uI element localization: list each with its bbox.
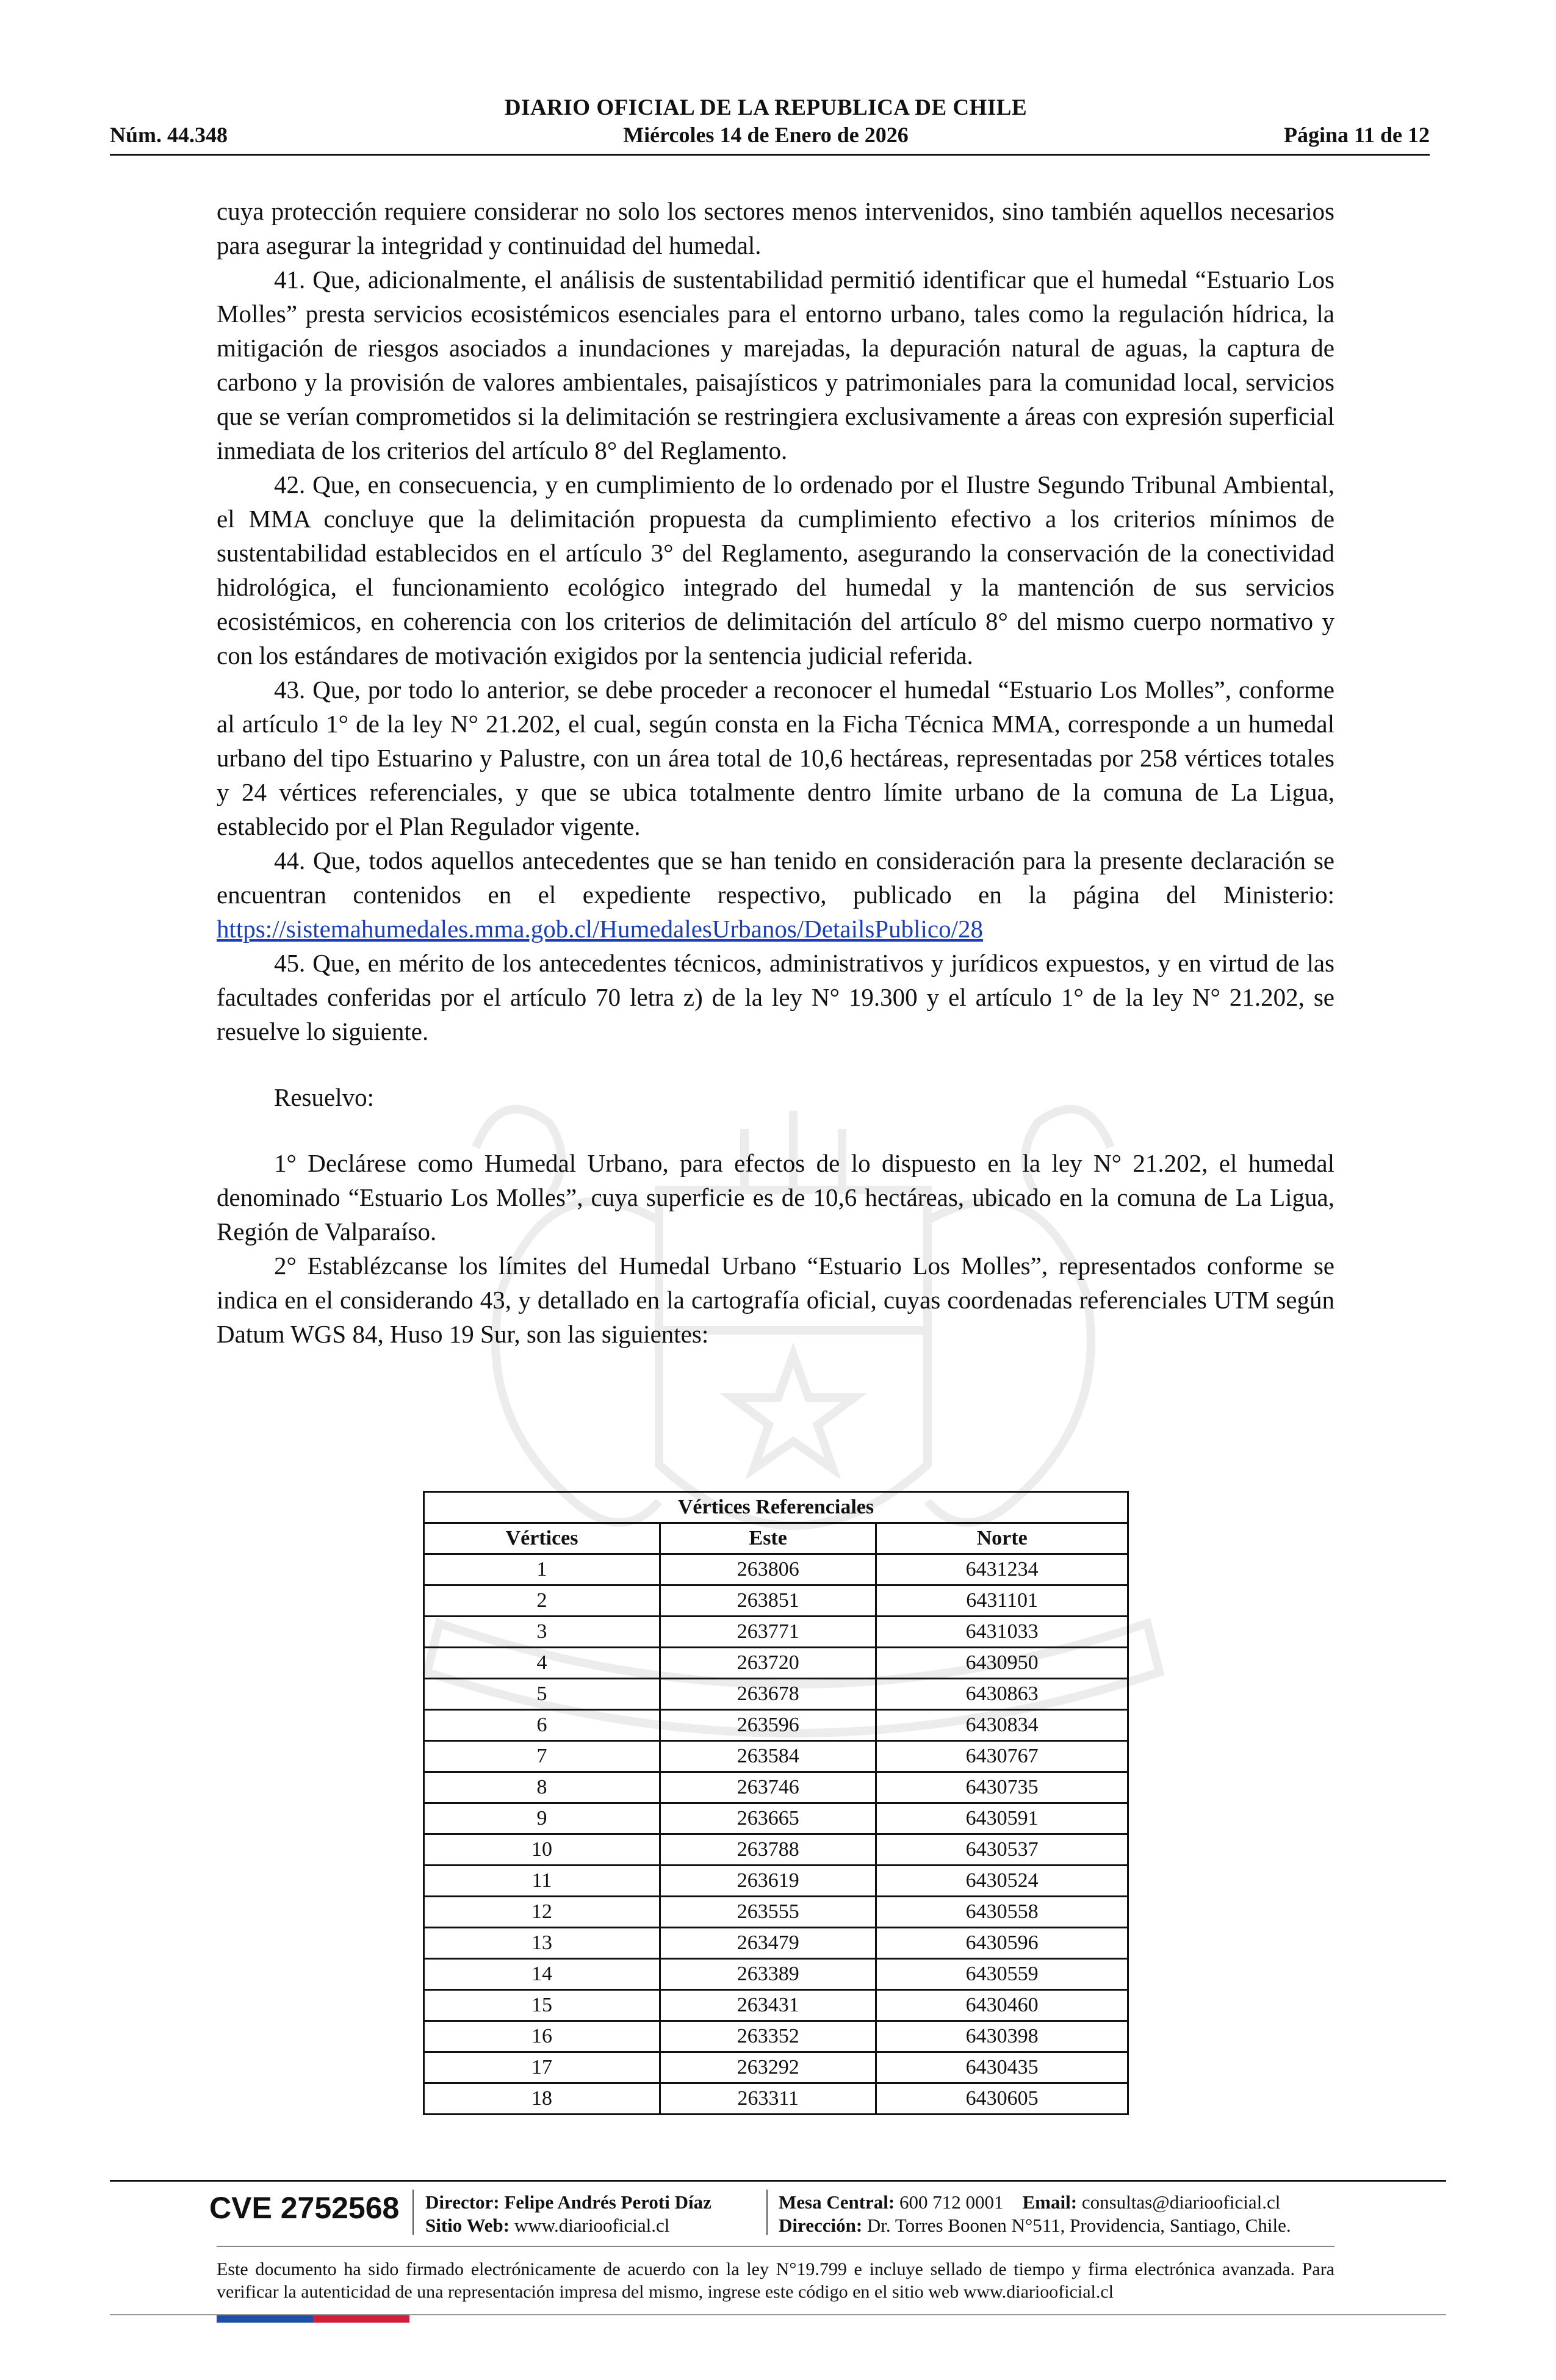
email-label: Email: xyxy=(1022,2191,1078,2213)
vertex-cell: 6 xyxy=(424,1710,660,1741)
table-row xyxy=(424,1803,1128,1834)
table-row xyxy=(424,1834,1128,1866)
flag-stripe xyxy=(217,2315,409,2323)
vertex-cell: 11 xyxy=(424,1866,660,1897)
ministry-link[interactable]: https://sistemahumedales.mma.gob.cl/HumedalesUrbanos/DetailsPublico/28 xyxy=(217,915,983,943)
vertex-cell: 18 xyxy=(424,2083,660,2115)
paragraph-44-text: 44. Que, todos aquellos antecedentes que se han tenido en consideración para la presente declaración se encuentran contenidos en el expediente respectivo, publicado en la página del Ministerio: xyxy=(217,846,1334,909)
column-header-norte: Norte xyxy=(876,1523,1128,1554)
norte-cell: 6430524 xyxy=(876,1866,1128,1897)
este-cell: 263619 xyxy=(660,1866,876,1897)
resuelvo-heading: Resuelvo: xyxy=(274,1083,374,1111)
address-value: Dr. Torres Boonen N°511, Providencia, Santiago, Chile. xyxy=(866,2215,1291,2236)
este-cell: 263431 xyxy=(660,1990,876,2021)
issue-date: Miércoles 14 de Enero de 2026 xyxy=(623,123,909,147)
table-row xyxy=(424,2052,1128,2083)
norte-cell: 6430767 xyxy=(876,1741,1128,1772)
norte-cell: 6430559 xyxy=(876,1959,1128,1990)
norte-cell: 6430863 xyxy=(876,1679,1128,1710)
este-cell: 263311 xyxy=(660,2083,876,2115)
director-label: Director: xyxy=(425,2191,500,2213)
vertex-cell: 12 xyxy=(424,1897,660,1928)
table-row xyxy=(424,1648,1128,1679)
column-header-este: Este xyxy=(660,1523,876,1554)
director-name: Felipe Andrés Peroti Díaz xyxy=(504,2191,711,2213)
norte-cell: 6430596 xyxy=(876,1928,1128,1959)
este-cell: 263665 xyxy=(660,1803,876,1834)
issue-number: Núm. 44.348 xyxy=(110,123,228,147)
este-cell: 263851 xyxy=(660,1585,876,1617)
table-row xyxy=(424,1741,1128,1772)
este-cell: 263292 xyxy=(660,2052,876,2083)
norte-cell: 6430558 xyxy=(876,1897,1128,1928)
vertex-cell: 8 xyxy=(424,1772,660,1803)
table-row xyxy=(424,1959,1128,1990)
paragraph-44 xyxy=(217,843,1334,946)
table-title: Vértices Referenciales xyxy=(424,1492,1128,1523)
norte-cell: 6430591 xyxy=(876,1803,1128,1834)
norte-cell: 6430398 xyxy=(876,2021,1128,2052)
este-cell: 263555 xyxy=(660,1897,876,1928)
table-row xyxy=(424,1866,1128,1897)
page-indicator: Página 11 de 12 xyxy=(1283,123,1430,147)
vertex-cell: 10 xyxy=(424,1834,660,1866)
vertex-cell: 9 xyxy=(424,1803,660,1834)
vertex-cell: 14 xyxy=(424,1959,660,1990)
document-body xyxy=(217,194,1334,1351)
cve-code: CVE 2752568 xyxy=(209,2191,400,2225)
flag-blue-segment xyxy=(217,2315,313,2323)
este-cell: 263596 xyxy=(660,1710,876,1741)
vertex-cell: 5 xyxy=(424,1679,660,1710)
table-row xyxy=(424,1990,1128,2021)
vertices-table xyxy=(423,1491,1129,2115)
vertex-cell: 2 xyxy=(424,1585,660,1617)
este-cell: 263584 xyxy=(660,1741,876,1772)
norte-cell: 6430460 xyxy=(876,1990,1128,2021)
este-cell: 263720 xyxy=(660,1648,876,1679)
newspaper-title: DIARIO OFICIAL DE LA REPUBLICA DE CHILE xyxy=(504,95,1028,120)
vertex-cell: 1 xyxy=(424,1554,660,1585)
flag-red-segment xyxy=(313,2315,409,2323)
table-row xyxy=(424,1772,1128,1803)
footer-director-block xyxy=(425,2191,711,2237)
footer-separator xyxy=(766,2190,768,2235)
table-row xyxy=(424,1897,1128,1928)
website-link[interactable]: www.diariooficial.cl xyxy=(514,2215,670,2236)
este-cell: 263746 xyxy=(660,1772,876,1803)
vertex-cell: 3 xyxy=(424,1617,660,1648)
table-row xyxy=(424,1710,1128,1741)
vertex-cell: 7 xyxy=(424,1741,660,1772)
vertex-cell: 16 xyxy=(424,2021,660,2052)
este-cell: 263352 xyxy=(660,2021,876,2052)
paragraph-41: 41. Que, adicionalmente, el análisis de sustentabilidad permitió identificar que el humedal “Estuario Los Molles” presta servicios ecosistémicos esenciales para el entorno urbano, tales como la regulación hídrica, la mitigación de riesgos asociados a inundaciones y marejadas, la depuración natural de aguas, la captura de carbono y la provisión de valores ambientales, paisajísticos y patrimoniales para la comunidad local, servicios que se verían comprometidos si la delimitación se restringiera exclusivamente a áreas con expresión superficial inmediata de los criterios del artículo 8° del Reglamento. xyxy=(217,265,1334,464)
table-row xyxy=(424,2021,1128,2052)
table-row xyxy=(424,1585,1128,1617)
footer-divider xyxy=(110,2180,1446,2182)
norte-cell: 6431234 xyxy=(876,1554,1128,1585)
este-cell: 263389 xyxy=(660,1959,876,1990)
norte-cell: 6430605 xyxy=(876,2083,1128,2115)
paragraph-continuation: cuya protección requiere considerar no solo los sectores menos intervenidos, sino también aquellos necesarios para asegurar la integridad y continuidad del humedal. xyxy=(217,197,1334,259)
paragraph-42: 42. Que, en consecuencia, y en cumplimiento de lo ordenado por el Ilustre Segundo Tribunal Ambiental, el MMA concluye que la delimitación propuesta da cumplimiento efectivo a los criterios mínimos de sustentabilidad establecidos en el artículo 3° del Reglamento, asegurando la conservación de la conectividad hidrológica, el funcionamiento ecológico integrado del humedal y la mantención de sus servicios ecosistémicos, en coherencia con los criterios de delimitación del artículo 8° del mismo cuerpo normativo y con los estándares de motivación exigidos por la sentencia judicial referida. xyxy=(217,471,1334,669)
paragraph-43: 43. Que, por todo lo anterior, se debe proceder a reconocer el humedal “Estuario Los Molles”, conforme al artículo 1° de la ley N° 21.202, el cual, según consta en la Ficha Técnica MMA, corresponde a un humedal urbano del tipo Estuarino y Palustre, con un área total de 10,6 hectáreas, representadas por 258 vértices totales y 24 vértices referenciales, y que se ubica totalmente dentro límite urbano de la comuna de La Ligua, establecido por el Plan Regulador vigente. xyxy=(217,676,1334,840)
norte-cell: 6431033 xyxy=(876,1617,1128,1648)
este-cell: 263678 xyxy=(660,1679,876,1710)
norte-cell: 6430735 xyxy=(876,1772,1128,1803)
este-cell: 263806 xyxy=(660,1554,876,1585)
website-label: Sitio Web: xyxy=(425,2215,510,2236)
norte-cell: 6430537 xyxy=(876,1834,1128,1866)
table-body xyxy=(424,1554,1128,2115)
este-cell: 263788 xyxy=(660,1834,876,1866)
vertex-cell: 4 xyxy=(424,1648,660,1679)
vertex-cell: 15 xyxy=(424,1990,660,2021)
este-cell: 263479 xyxy=(660,1928,876,1959)
table-row xyxy=(424,1554,1128,1585)
este-cell: 263771 xyxy=(660,1617,876,1648)
table-row xyxy=(424,1617,1128,1648)
footer-inner-divider xyxy=(217,2246,1334,2247)
paragraph-45: 45. Que, en mérito de los antecedentes técnicos, administrativos y jurídicos expuestos, y en virtud de las facultades conferidas por el artículo 70 letra z) de la ley N° 19.300 y el artículo 1° de la ley N° 21.202, se resuelve lo siguiente. xyxy=(217,949,1334,1045)
table-row xyxy=(424,1679,1128,1710)
address-label: Dirección: xyxy=(779,2215,863,2236)
email-link[interactable]: consultas@diariooficial.cl xyxy=(1081,2191,1281,2213)
norte-cell: 6430950 xyxy=(876,1648,1128,1679)
norte-cell: 6430435 xyxy=(876,2052,1128,2083)
resolution-1: 1° Declárese como Humedal Urbano, para efectos de lo dispuesto en la ley N° 21.202, el humedal denominado “Estuario Los Molles”, cuya superficie es de 10,6 hectáreas, ubicado en la comuna de La Ligua, Región de Valparaíso. xyxy=(217,1149,1334,1246)
legal-notice: Este documento ha sido firmado electrónicamente de acuerdo con la ley N°19.799 e incluye sellado de tiempo y firma electrónica avanzada. Para verificar la autenticidad de una representación impresa del mismo, ingrese este código en el sitio web www.diariooficial.cl xyxy=(217,2259,1334,2302)
table-row xyxy=(424,1928,1128,1959)
mesa-phone: 600 712 0001 xyxy=(899,2191,1004,2213)
mesa-label: Mesa Central: xyxy=(779,2191,895,2213)
norte-cell: 6431101 xyxy=(876,1585,1128,1617)
vertex-cell: 17 xyxy=(424,2052,660,2083)
norte-cell: 6430834 xyxy=(876,1710,1128,1741)
resolution-2: 2° Establézcanse los límites del Humedal Urbano “Estuario Los Molles”, representados conforme se indica en el considerando 43, y detallado en la cartografía oficial, cuyas coordenadas referenciales UTM según Datum WGS 84, Huso 19 Sur, son las siguientes: xyxy=(217,1252,1334,1348)
footer-contact-block xyxy=(779,2191,1291,2237)
header-divider xyxy=(110,154,1430,156)
footer-separator xyxy=(412,2190,414,2235)
table-row xyxy=(424,2083,1128,2115)
vertex-cell: 13 xyxy=(424,1928,660,1959)
column-header-vertices: Vértices xyxy=(424,1523,660,1554)
